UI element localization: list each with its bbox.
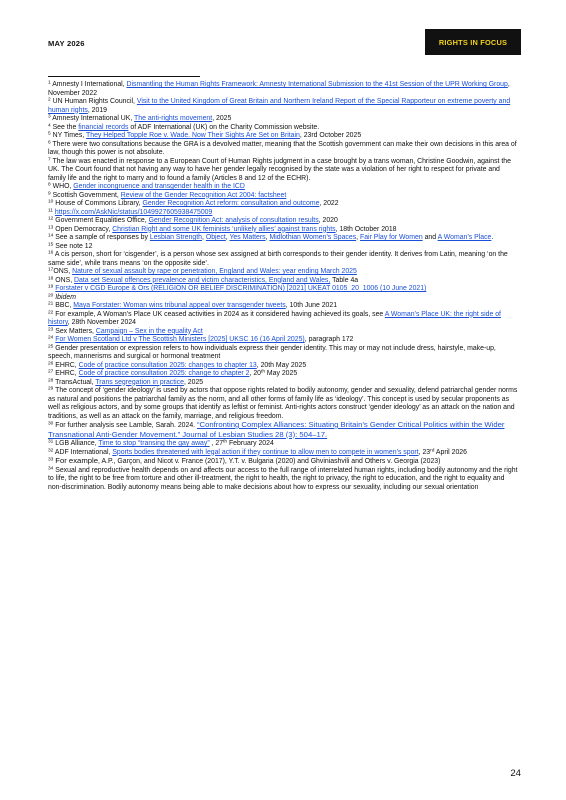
footnote-6 <box>48 141 518 158</box>
footnote-link[interactable]: Christian Right and some UK feminists ‘unlikely allies’ against trans rights <box>112 225 336 233</box>
footnote-number: 25 <box>48 344 54 350</box>
footnote-number: 6 <box>48 140 51 146</box>
footnote-15 <box>48 243 518 252</box>
footnote-separator <box>48 76 200 77</box>
footnote-text: See a sample of responses by <box>53 234 150 241</box>
footnote-text: , 23rd October 2025 <box>299 132 362 139</box>
footnote-link[interactable]: Dismantling the Human Rights Framework: Amnesty International Submission to the 41st Session of the UPR Working Group <box>126 81 508 88</box>
footnote-number: 19 <box>48 284 54 290</box>
footnote-28 <box>48 379 518 388</box>
footnote-text: See the <box>50 123 79 131</box>
footnote-text: The concept of ‘gender ideology’ is used by actors that oppose rights related to bodily autonomy, gender and sexuality, defend patriarchal gender norms as natural and positions the patriarchal family as the norm, and all other forms of family life as ‘ideology’. This concept is used by secular proponents as well as religious actors, and by some groups that identify as leftist or feminist. Anti-rights actors construct ‘gender ideology’ as an attack on the nation and traditions, as well as an attack on the family, marriage, and religious freedom. <box>48 387 518 420</box>
footnote-2 <box>48 98 518 115</box>
footnote-link[interactable]: Midlothian Women’s Spaces <box>269 234 357 241</box>
footnote-text: , 28th November 2024 <box>67 319 136 326</box>
footnote-text: Open Democracy, <box>53 225 113 233</box>
footnote-3 <box>48 115 518 124</box>
footnote-text: , 2025 <box>212 115 232 122</box>
footnote-7 <box>48 158 518 184</box>
footnote-31 <box>48 440 518 449</box>
footnote-link[interactable]: Gender Recognition Act reform: consultation and outcome <box>142 200 320 207</box>
footnote-4 <box>48 124 518 133</box>
footnote-link[interactable]: Visit to the United Kingdom of Great Britain and Northern Ireland Report of the Special Rapporteur on extreme poverty and human rights <box>48 98 511 114</box>
footnote-29 <box>48 387 518 421</box>
footnote-text: Amnesty International UK, <box>50 115 135 122</box>
footnote-link[interactable]: Time to stop “transing the gay away” <box>98 440 210 447</box>
footnote-21 <box>48 302 518 311</box>
footnote-text: , <box>265 234 270 241</box>
page-number: 24 <box>510 768 521 779</box>
footnote-number: 4 <box>48 123 51 129</box>
footnote-number: 30 <box>48 421 54 427</box>
footnote-9 <box>48 192 518 201</box>
footnote-17 <box>48 268 518 277</box>
footnote-link[interactable]: Gender incongruence and transgender health in the ICD <box>73 183 245 190</box>
footnote-text: , 20 <box>249 370 261 377</box>
footnote-text: ADF International, <box>53 448 113 456</box>
footnote-number: 12 <box>48 216 54 222</box>
footnote-10 <box>48 200 518 209</box>
footnote-number: 1 <box>48 80 51 86</box>
footnote-link[interactable]: Review of the Gender Recognition Act 2004: factsheet <box>120 191 287 199</box>
footnote-text: See note 12 <box>53 242 93 250</box>
footnote-text: EHRC, <box>53 361 79 369</box>
footnote-link[interactable]: The anti-rights movement <box>134 115 213 122</box>
footnote-number: 15 <box>48 242 54 248</box>
footnote-text: , 18th October 2018 <box>335 225 397 233</box>
footnote-link[interactable]: Code of practice consultation 2025: change to chapter 2 <box>78 370 250 377</box>
footnote-link[interactable]: Sports bodies threatened with legal action if they continue to allow men to compete in women’s sport <box>112 448 419 456</box>
footnote-link[interactable]: Trans segregation in practice <box>95 378 184 386</box>
footnote-26 <box>48 362 518 371</box>
footnote-number: 3 <box>48 114 51 120</box>
footnote-33 <box>48 457 518 467</box>
footnote-text: NY Times, <box>50 132 87 139</box>
footnote-text: , 2019 <box>87 106 108 114</box>
footnote-number: 27 <box>48 369 54 375</box>
footnote-number: 21 <box>48 301 54 307</box>
footnote-link[interactable]: Lesbian Strength <box>149 234 202 241</box>
footnote-link[interactable]: https://x.com/AskNic/status/1049927605938475009 <box>54 208 213 216</box>
footnote-text: LGB Alliance, <box>53 440 99 447</box>
footnote-number: 5 <box>48 131 51 137</box>
footnote-link[interactable]: A Woman’s Place <box>437 234 492 241</box>
footnote-text: , <box>201 234 206 241</box>
footnote-text: Scottish Government, <box>50 191 121 199</box>
footnote-number: 18 <box>48 276 54 282</box>
footnote-text: The law was enacted in response to a European Court of Human Rights judgment in a case brought by a trans woman, Christine Goodwin, against the UK. The Court found that not having any way to have her gender legally recognised by the state was a violation of her right to respect for private and family life and the right to marry and to found a family (Articles 8 and 12 of the ECHR). <box>48 157 511 182</box>
footnote-number: 13 <box>48 225 54 231</box>
footnote-number: 2 <box>48 97 51 103</box>
footnote-24 <box>48 336 518 345</box>
footnote-text: Sex Matters, <box>53 327 96 335</box>
footnote-12 <box>48 217 518 226</box>
footnote-link[interactable]: Forstater v CGD Europe & Ors (RELIGION OR BELIEF DISCRIMINATION) [2021] UKEAT 0105_20_1006 (10 June 2021) <box>55 285 427 292</box>
footnote-link[interactable]: Data set Sexual offences prevalence and victim characteristics, England and Wales, <box>74 276 331 284</box>
ordinal-suffix: rd <box>430 448 435 454</box>
footnote-22 <box>48 311 518 328</box>
footnote-text: ONS, <box>53 276 75 284</box>
footnote-number: 14 <box>48 233 54 239</box>
footnote-link[interactable]: financial records <box>78 123 129 131</box>
footnote-link[interactable]: For Women Scotland Ltd v The Scottish Ministers [2025] UKSC 16 (16 April 2025) <box>55 336 305 343</box>
footnote-text: of ADF International (UK) on the Charity Commission website. <box>128 123 320 131</box>
footnote-text: Government Equalities Office, <box>53 217 149 224</box>
footnotes-list <box>48 81 518 492</box>
footnote-link[interactable]: Fair Play for Women <box>360 234 423 241</box>
footnote-16 <box>48 251 518 268</box>
footnote-27 <box>48 370 518 379</box>
footnote-text: Amnesty I International, <box>50 81 127 88</box>
ordinal-suffix: th <box>223 439 228 445</box>
footnote-number: 22 <box>48 310 54 316</box>
section-tag-label: RIGHTS IN FOCUS <box>438 37 508 47</box>
ordinal-suffix: th <box>260 369 265 375</box>
footnote-1 <box>48 81 518 98</box>
footnote-20 <box>48 294 518 303</box>
footnote-text: , <box>225 234 230 241</box>
footnote-number: 24 <box>48 335 54 341</box>
footnote-text: House of Commons Library, <box>53 200 143 207</box>
footnote-link[interactable]: Maya Forstater: Woman wins tribunal appeal over transgender tweets <box>73 302 286 309</box>
footnote-text: Sexual and reproductive health depends on and affects our access to the full range of interrelated human rights, including bodily autonomy and the right to life, the right to be free from torture and other ill-treatment, the right to health, the right to privacy, the right to education, and the right to equality and non-discrimination. Bodily autonomy means being able to make decisions about how to express our sexuality, including our sexual orientation <box>48 466 518 491</box>
footnote-text: , A.P., Garçon, and Nicot v. France (2017), Y.T. v. Bulgaria (2020) and Ghviniashvili and Others v. Georgia (2023) <box>98 458 441 465</box>
footnote-link[interactable]: Code of practice consultation 2025: changes to chapter 13 <box>78 361 257 369</box>
footnote-text: There were two consultations because the GRA is a devolved matter, meaning that the Scottish government can make their own decisions in this area of law, though this power is not absolute. <box>48 140 517 156</box>
footnote-link[interactable]: Campaign – Sex in the equality Act <box>95 327 203 335</box>
footnote-link[interactable]: They Helped Topple Roe v. Wade. Now Their Sights Are Set on Britain <box>86 132 300 139</box>
footnote-text: , <box>356 234 360 241</box>
section-tag-badge <box>425 29 521 55</box>
footnote-text: For example <box>55 456 98 465</box>
footnote-text: BBC, <box>53 302 74 309</box>
footnote-number: 34 <box>48 466 54 472</box>
footnote-13 <box>48 226 518 235</box>
footnote-link[interactable]: Nature of sexual assault by rape or penetration, England and Wales: year ending March 2025 <box>72 268 357 275</box>
footnote-5 <box>48 132 518 141</box>
footnote-text: April 2026 <box>434 448 467 456</box>
footnote-14 <box>48 234 518 243</box>
footnote-text: February 2024 <box>227 440 274 447</box>
footnote-number: 32 <box>48 448 54 454</box>
footnote-text: , 2022 <box>319 200 339 207</box>
footnote-text: Ibidem <box>55 293 76 301</box>
footnote-8 <box>48 183 518 192</box>
footnote-text: , 2025 <box>183 378 204 386</box>
footnote-text: ONS, <box>53 268 73 275</box>
footnote-link[interactable]: A Woman’s Place UK: the right side of history <box>48 310 501 326</box>
footnote-text: For further analysis see Lamble, Sarah. 2024. <box>53 422 197 429</box>
footnote-11 <box>48 209 518 218</box>
footnote-text: Table 4a <box>330 276 359 284</box>
footnote-number: 26 <box>48 361 54 367</box>
footnote-text: A cis person, short for ‘cisgender’, is a person whose sex assigned at birth corresponds to their gender identity. It derives from Latin, meaning ‘on the same side’, while trans means ‘on the opposite side’. <box>48 251 508 267</box>
footnote-text: , paragraph 172 <box>304 336 354 343</box>
footnote-text: TransActual, <box>53 378 96 386</box>
footnote-number: 8 <box>48 182 51 188</box>
footnote-text: WHO, <box>50 183 74 190</box>
footnote-text: EHRC, <box>53 370 79 377</box>
footnote-number: 31 <box>48 439 54 445</box>
footnote-link[interactable]: Gender Recognition Act: analysis of consultation results <box>148 217 319 224</box>
footnote-text: For example, A Woman’s Place UK ceased activities in 2024 as it considered having achieved its goals, see <box>53 310 385 318</box>
footnote-number: 23 <box>48 327 54 333</box>
footnote-text: , 2020 <box>318 217 338 224</box>
footnote-number: 29 <box>48 386 54 392</box>
footnote-text: UN Human Rights Council, <box>50 98 137 105</box>
footnote-number: 9 <box>48 191 51 197</box>
header-date: MAY 2026 <box>48 39 85 48</box>
footnote-18 <box>48 277 518 286</box>
footnote-text: , 10th June 2021 <box>285 302 338 309</box>
footnote-text: May 2025 <box>265 370 298 377</box>
footnote-link[interactable]: Object <box>205 234 226 241</box>
footnote-text: , 20th May 2025 <box>256 361 307 369</box>
footnote-25 <box>48 345 518 362</box>
footnote-link[interactable]: Yes Matters <box>229 234 266 241</box>
footnote-number: 28 <box>48 378 54 384</box>
footnote-text: , 27 <box>209 440 224 447</box>
footnote-text: . <box>491 234 494 241</box>
footnote-number: 7 <box>48 157 51 163</box>
footnote-23 <box>48 328 518 337</box>
footnote-number: 16 <box>48 250 54 256</box>
footnote-link[interactable]: “Confronting Complex Alliances: Situating Britain’s Gender Critical Politics within the Wider Transnational Anti-Gender Movement.” Journal of Lesbian Studies 28 (3): 504–17. <box>48 420 505 439</box>
footnote-number: 17 <box>48 267 54 273</box>
footnote-number: 11 <box>48 208 53 214</box>
footnote-text: and <box>422 234 438 241</box>
footnote-34 <box>48 467 518 493</box>
footnote-text: Gender presentation or expression refers to how individuals express their gender identity. This may or may not include dress, hairstyle, make-up, speech, mannerisms and surgical or hormonal treatment <box>48 344 496 360</box>
footnote-19 <box>48 285 518 294</box>
footnote-32 <box>48 449 518 458</box>
footnote-number: 10 <box>48 199 54 205</box>
footnote-text: , November 2022 <box>48 81 510 97</box>
footnote-30 <box>48 421 518 440</box>
footnote-text: , 23 <box>418 448 431 456</box>
footnote-number: 33 <box>48 457 54 463</box>
footnote-number: 20 <box>48 293 54 299</box>
